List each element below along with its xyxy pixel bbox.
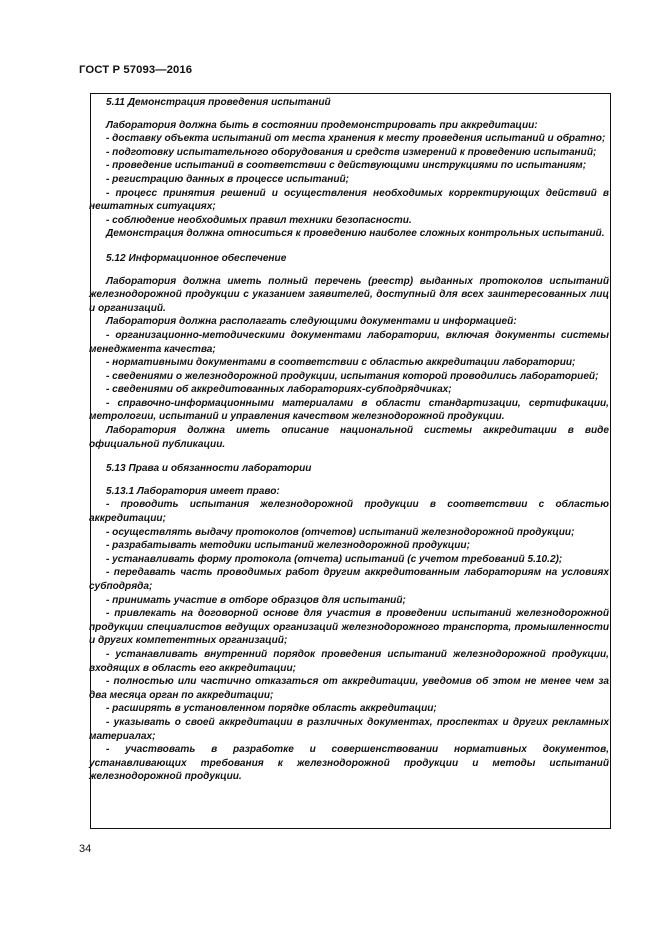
- section-5-12-title: 5.12 Информационное обеспечение: [106, 252, 287, 264]
- list-item: - доставку объекта испытаний от места хранения к месту проведения испытаний и обратно;: [106, 133, 606, 145]
- list-item: - расширять в установленном порядке область аккредитации;: [106, 703, 437, 715]
- list-item: - принимать участие в отборе образцов для испытаний;: [106, 594, 406, 606]
- list-item: - регистрацию данных в процессе испытаний;: [106, 173, 350, 185]
- list-item: - передавать часть проводимых работ другим аккредитованным лабораториям на условиях субподряда;: [89, 567, 609, 592]
- section-5-11-intro: Лаборатория должна быть в состоянии продемонстрировать при аккредитации:: [106, 119, 538, 131]
- list-item: - сведениями о железнодорожной продукции, испытания которой проводились лабораторией;: [106, 370, 599, 382]
- list-item: - указывать о своей аккредитации в различных документах, проспектах и других рекламных материалах;: [89, 716, 609, 742]
- list-item: - нормативными документами в соответствии с областью аккредитации лаборатории;: [106, 357, 576, 369]
- section-5-11-title: 5.11 Демонстрация проведения испытаний: [106, 97, 331, 108]
- document-code: ГОСТ Р 57093—2016: [79, 64, 193, 76]
- section-5-11-closing: Демонстрация должна относиться к проведению наиболее сложных контрольных испытаний.: [106, 228, 605, 240]
- list-item: - полностью или частично отказаться от аккредитации, уведомив об этом не менее чем за два месяца орган по аккредитации;: [89, 676, 609, 701]
- page-number: 34: [79, 843, 92, 855]
- list-item: - проведение испытаний в соответствии с действующими инструкциями по испытаниям;: [106, 160, 587, 172]
- list-item: - подготовку испытательного оборудования и средств измерений к проведению испытаний;: [106, 146, 597, 158]
- list-item: - осуществлять выдачу протоколов (отчетов) испытаний железнодорожной продукции;: [106, 526, 575, 538]
- list-item: - процесс принятия решений и осуществления необходимых корректирующих действий в нештатных ситуациях;: [89, 187, 609, 213]
- section-5-12-para: Лаборатория должна располагать следующими документами и информацией:: [106, 316, 517, 328]
- section-5-12-para: Лаборатория должна иметь полный перечень (реестр) выданных протоколов испытаний железнодорожной продукции с указанием заявителей, доступный для всех заинтересованных лиц и организаций.: [89, 275, 609, 314]
- list-item: - участвовать в разработке и совершенствовании нормативных документов, устанавливающих требования к железнодорожной продукции и методы испытаний железнодорожной продукции.: [89, 744, 609, 783]
- list-item: - сведениями об аккредитованных лабораториях-субподрядчиках;: [106, 384, 452, 396]
- list-item: - проводить испытания железнодорожной продукции в соответствии с областью аккредитации;: [89, 499, 609, 525]
- list-item: - соблюдение необходимых правил техники безопасности.: [106, 214, 412, 226]
- list-item: - справочно-информационными материалами в области стандартизации, сертификации, метрологии, испытаний и управления качеством железнодорожной продукции.: [89, 397, 609, 423]
- section-5-13-title: 5.13 Права и обязанности лаборатории: [106, 463, 312, 475]
- list-item: - разрабатывать методики испытаний железнодорожной продукции;: [106, 540, 470, 552]
- list-item: - устанавливать внутренний порядок проведения испытаний железнодорожной продукции, входящих в область его аккредитации;: [89, 648, 609, 674]
- subsection-5-13-1-title: 5.13.1 Лаборатория имеет право:: [106, 485, 280, 497]
- list-item: - организационно-методическими документами лаборатории, включая документы системы менеджмента качества;: [89, 329, 609, 355]
- list-item: - устанавливать форму протокола (отчета) испытаний (с учетом требований 5.10.2);: [106, 553, 563, 565]
- section-5-12-para: Лаборатория должна иметь описание национальной системы аккредитации в виде официальной публикации.: [89, 425, 609, 450]
- page-content: [89, 96, 609, 784]
- list-item: - привлекать на договорной основе для участия в проведении испытаний железнодорожной продукции специалистов ведущих организаций железнодорожного транспорта, промышленности и других компетентных организаций;: [89, 608, 609, 647]
